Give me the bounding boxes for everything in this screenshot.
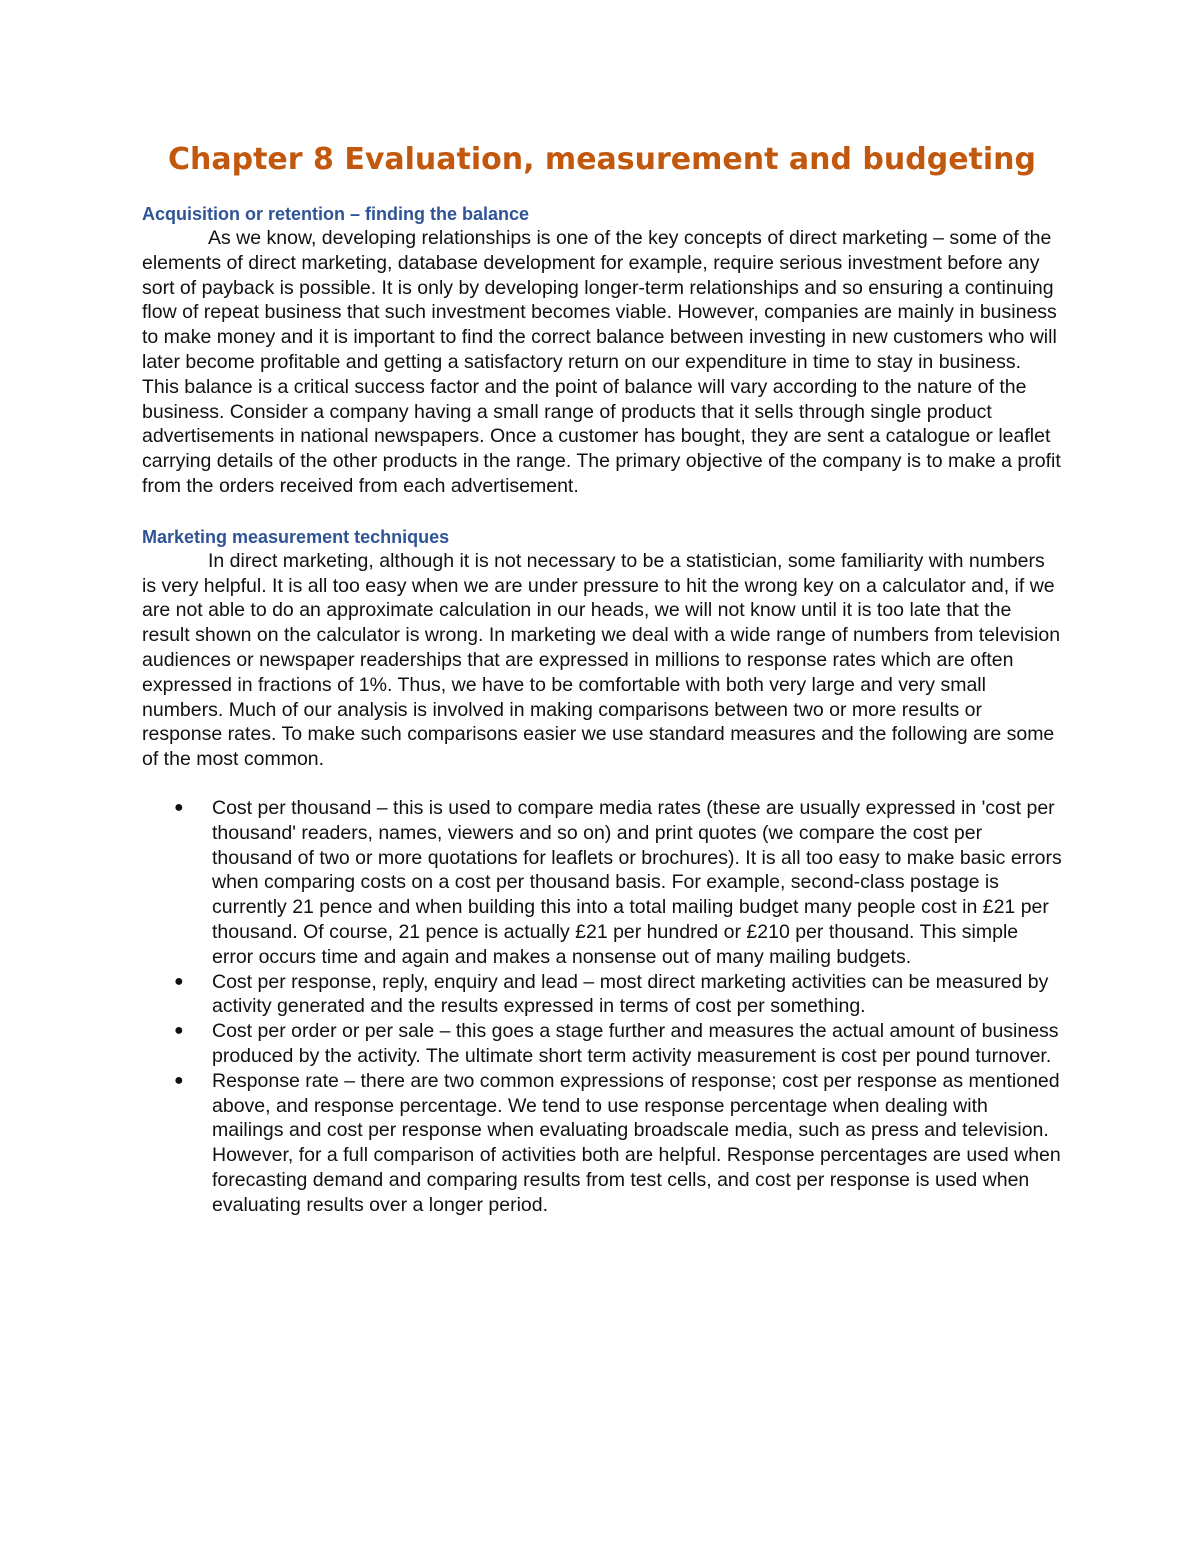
chapter-title: Chapter 8 Evaluation, measurement and budgeting xyxy=(167,142,1036,177)
section-acquisition-retention xyxy=(142,202,1062,499)
list-item-text: Cost per order or per sale – this goes a stage further and measures the actual amount of business produced by the activity. The ultimate short term activity measurement is cost per pound turnover. xyxy=(212,1020,1059,1067)
bullet-icon: ● xyxy=(174,972,184,990)
bullet-icon: ● xyxy=(174,798,184,816)
section-paragraph: In direct marketing, although it is not necessary to be a statistician, some familiarity with numbers is very helpful. It is all too easy when we are under pressure to hit the wrong key on a calculator and, if we are not able to do an approximate calculation in our heads, we will not know until it is too late that the result shown on the calculator is wrong. In marketing we deal with a wide range of numbers from television audiences or newspaper readerships that are expressed in millions to response rates which are often expressed in fractions of 1%. Thus, we have to be comfortable with both very large and very small numbers. Much of our analysis is involved in making comparisons between two or more results or response rates. To make such comparisons easier we use standard measures and the following are some of the most common. xyxy=(142,549,1061,771)
list-item xyxy=(142,796,1062,970)
section-paragraph: As we know, developing relationships is one of the key concepts of direct marketing – some of the elements of direct marketing, database development for example, require serious investment before any sort of payback is possible. It is only by developing longer-term relationships and so ensuring a continuing flow of repeat business that such investment becomes viable. However, companies are mainly in business to make money and it is important to find the correct balance between investing in new customers who will later become profitable and getting a satisfactory return on our expenditure in time to stay in business. This balance is a critical success factor and the point of balance will vary according to the nature of the business. Consider a company having a small range of products that it sells through single product advertisements in national newspapers. Once a customer has bought, they are sent a catalogue or leaflet carrying details of the other products in the range. The primary objective of the company is to make a profit from the orders received from each advertisement. xyxy=(142,227,1061,497)
section-measurement-techniques xyxy=(142,525,1062,772)
bullet-icon: ● xyxy=(174,1022,184,1040)
section-heading: Marketing measurement techniques xyxy=(142,526,450,547)
list-item-text: Response rate – there are two common expressions of response; cost per response as mentioned above, and response percentage. We tend to use response percentage when dealing with mailings and cost per response when evaluating broadscale media, such as press and television. However, for a full comparison of activities both are helpful. Response percentages are used when forecasting demand and comparing results from test cells, and cost per response is used when evaluating results over a longer period. xyxy=(212,1069,1061,1216)
list-item-text: Cost per thousand – this is used to compare media rates (these are usually expressed in 'cost per thousand' readers, names, viewers and so on) and print quotes (we compare the cost per thousand of two or more quotations for leaflets or brochures). It is all too easy to make basic errors when comparing costs on a cost per thousand basis. For example, second-class postage is currently 21 pence and when building this into a total mailing budget many people cost in £21 per thousand. Of course, 21 pence is actually £21 per hundred or £210 per thousand. This simple error occurs time and again and makes a nonsense out of many mailing budgets. xyxy=(212,796,1062,968)
bullet-icon: ● xyxy=(174,1071,184,1089)
list-item xyxy=(142,970,1062,1020)
list-item xyxy=(142,1019,1062,1069)
list-item-text: Cost per response, reply, enquiry and lead – most direct marketing activities can be measured by activity generated and the results expressed in terms of cost per something. xyxy=(212,970,1049,1018)
bullet-list xyxy=(142,796,1062,1218)
section-heading: Acquisition or retention – finding the balance xyxy=(142,204,530,224)
list-item xyxy=(142,1069,1062,1218)
document-page xyxy=(142,138,1062,1217)
